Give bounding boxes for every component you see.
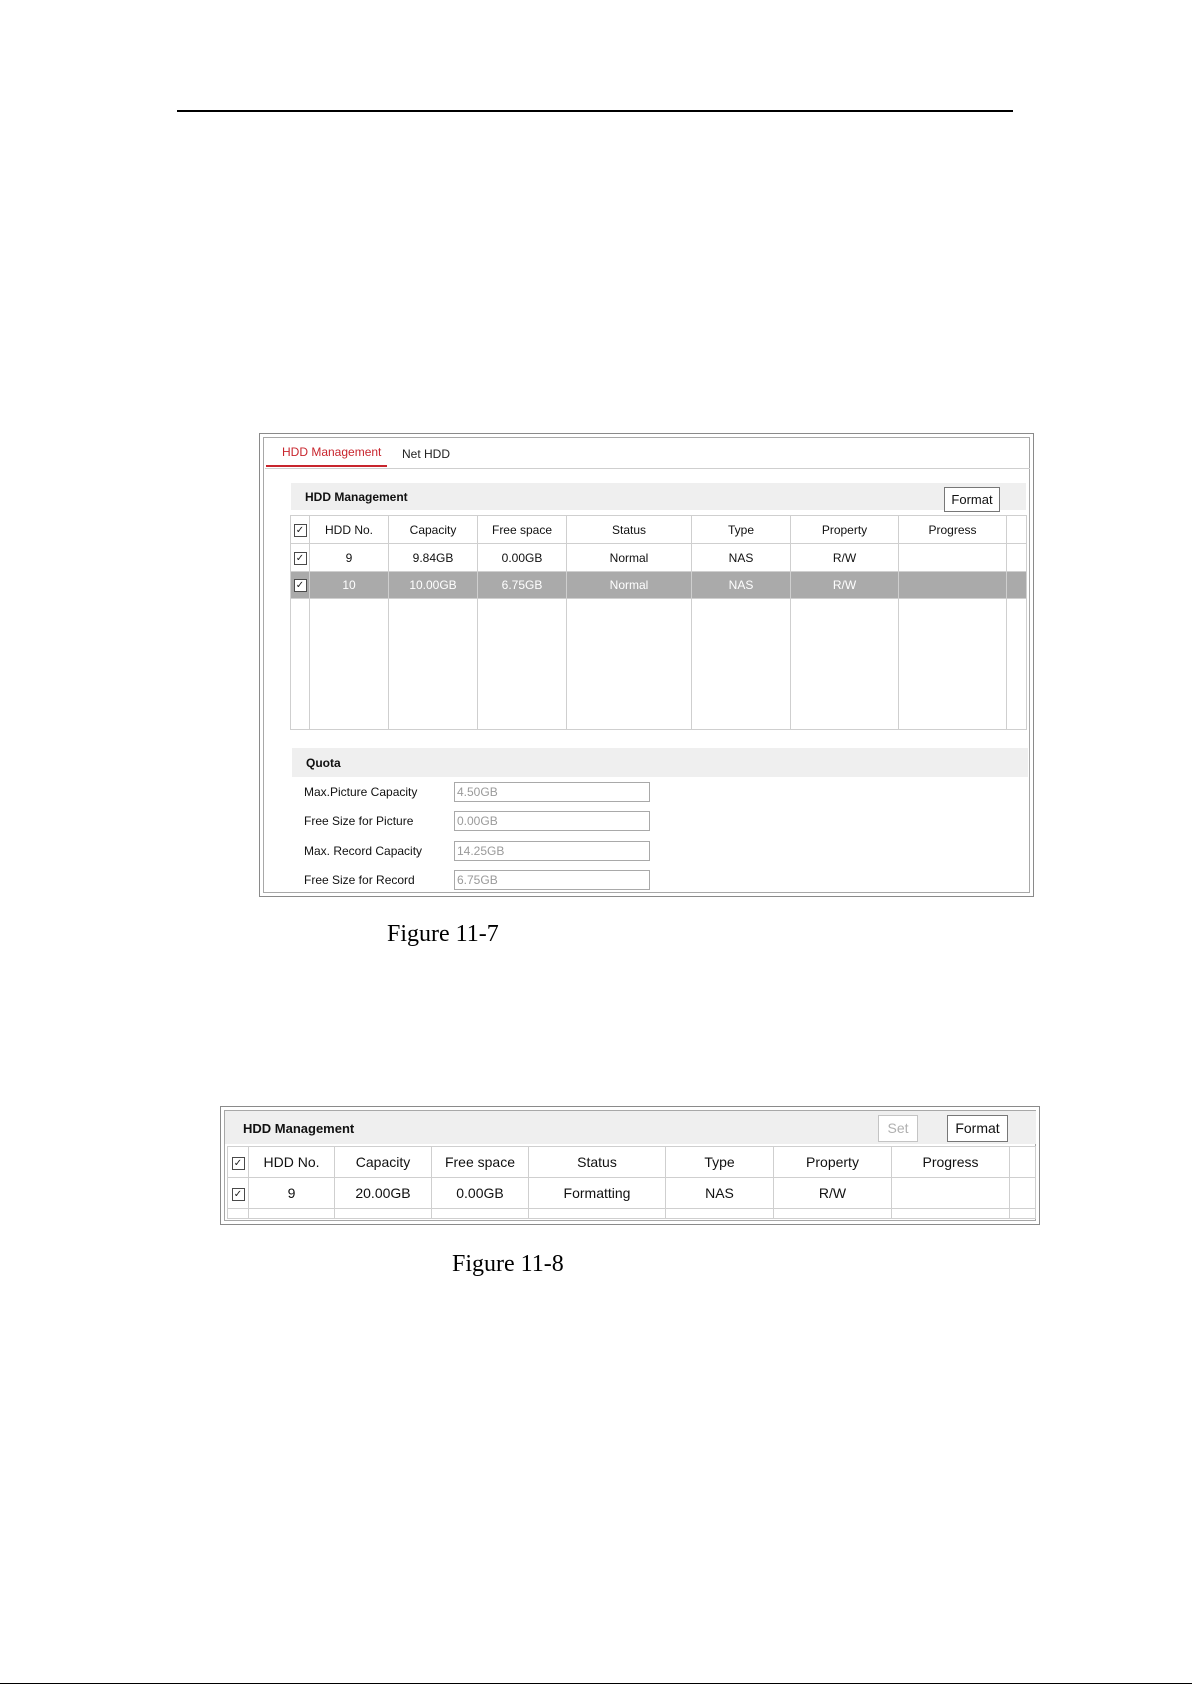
cell-property: R/W	[791, 572, 899, 599]
max-picture-capacity-field[interactable]	[454, 782, 650, 802]
cell-progress	[899, 544, 1007, 572]
format-button[interactable]: Format	[944, 487, 1000, 512]
cell-type: NAS	[666, 1178, 774, 1209]
section-title: HDD Management	[305, 490, 408, 504]
hdd-management-header	[291, 483, 1026, 510]
format-button[interactable]: Format	[947, 1115, 1008, 1142]
select-all-checkbox[interactable]: ✓	[232, 1157, 245, 1170]
row-checkbox-cell[interactable]	[228, 1178, 249, 1209]
cell-hdd-no: 10	[310, 572, 389, 599]
select-all-checkbox[interactable]: ✓	[294, 524, 307, 537]
row-checkbox[interactable]: ✓	[294, 552, 307, 565]
column-header-hdd-no: HDD No.	[249, 1147, 335, 1178]
cell-type: NAS	[692, 572, 791, 599]
column-header-status: Status	[529, 1147, 666, 1178]
max-picture-capacity-label: Max.Picture Capacity	[304, 785, 418, 799]
select-all-cell[interactable]	[291, 516, 310, 544]
column-header-capacity: Capacity	[389, 516, 478, 544]
column-header-progress: Progress	[899, 516, 1007, 544]
tab-hdd-management[interactable]: HDD Management	[282, 445, 382, 459]
cell-free-space: 0.00GB	[478, 544, 567, 572]
cell-free-space: 6.75GB	[478, 572, 567, 599]
column-header-type: Type	[692, 516, 791, 544]
column-header-status: Status	[567, 516, 692, 544]
column-header-free-space: Free space	[478, 516, 567, 544]
cell-capacity: 20.00GB	[335, 1178, 432, 1209]
active-tab-indicator	[266, 465, 387, 467]
table-row[interactable]	[291, 544, 1027, 572]
quota-title: Quota	[306, 756, 341, 770]
scroll-gutter	[1010, 1147, 1036, 1178]
table-row[interactable]	[228, 1178, 1036, 1209]
quota-header	[292, 748, 1028, 777]
hdd-formatting-panel	[220, 1106, 1040, 1225]
table-empty-area	[291, 599, 1027, 730]
free-size-record-label: Free Size for Record	[304, 873, 415, 887]
column-header-capacity: Capacity	[335, 1147, 432, 1178]
table-header-row	[291, 516, 1027, 544]
table-row-selected[interactable]	[291, 572, 1027, 599]
max-record-capacity-label: Max. Record Capacity	[304, 844, 423, 858]
tab-net-hdd[interactable]: Net HDD	[402, 447, 451, 461]
cell-status: Formatting	[529, 1178, 666, 1209]
row-checkbox-cell[interactable]	[291, 544, 310, 572]
column-header-hdd-no: HDD No.	[310, 516, 389, 544]
hdd-table	[290, 515, 1027, 730]
table-empty-area	[228, 1209, 1036, 1219]
figure-caption-11-7: Figure 11-7	[387, 921, 499, 947]
free-size-picture-label: Free Size for Picture	[304, 814, 414, 828]
column-header-free-space: Free space	[432, 1147, 529, 1178]
cell-progress	[892, 1178, 1010, 1209]
cell-status: Normal	[567, 572, 692, 599]
row-checkbox[interactable]: ✓	[232, 1188, 245, 1201]
cell-status: Normal	[567, 544, 692, 572]
set-button[interactable]: Set	[878, 1115, 918, 1142]
scroll-gutter	[1007, 516, 1027, 544]
hdd-management-panel	[259, 433, 1034, 897]
cell-property: R/W	[791, 544, 899, 572]
max-record-capacity-field[interactable]	[454, 841, 650, 861]
page-header-rule	[177, 110, 1013, 112]
cell-property: R/W	[774, 1178, 892, 1209]
column-header-progress: Progress	[892, 1147, 1010, 1178]
free-size-record-field[interactable]	[454, 870, 650, 890]
free-size-picture-field[interactable]	[454, 811, 650, 831]
cell-type: NAS	[692, 544, 791, 572]
hdd-table	[227, 1146, 1036, 1219]
scroll-gutter	[1007, 572, 1027, 599]
column-header-property: Property	[791, 516, 899, 544]
cell-hdd-no: 9	[249, 1178, 335, 1209]
column-header-type: Type	[666, 1147, 774, 1178]
cell-progress	[899, 572, 1007, 599]
column-header-property: Property	[774, 1147, 892, 1178]
tab-bar	[265, 437, 1030, 469]
row-checkbox-cell[interactable]	[291, 572, 310, 599]
table-header-row	[228, 1147, 1036, 1178]
scroll-gutter	[1007, 544, 1027, 572]
figure-caption-11-8: Figure 11-8	[452, 1251, 564, 1277]
scroll-gutter	[1010, 1178, 1036, 1209]
page-footer-rule	[0, 1683, 1192, 1684]
cell-hdd-no: 9	[310, 544, 389, 572]
cell-free-space: 0.00GB	[432, 1178, 529, 1209]
select-all-cell[interactable]	[228, 1147, 249, 1178]
section-title: HDD Management	[243, 1121, 355, 1136]
row-checkbox[interactable]: ✓	[294, 579, 307, 592]
cell-capacity: 9.84GB	[389, 544, 478, 572]
cell-capacity: 10.00GB	[389, 572, 478, 599]
